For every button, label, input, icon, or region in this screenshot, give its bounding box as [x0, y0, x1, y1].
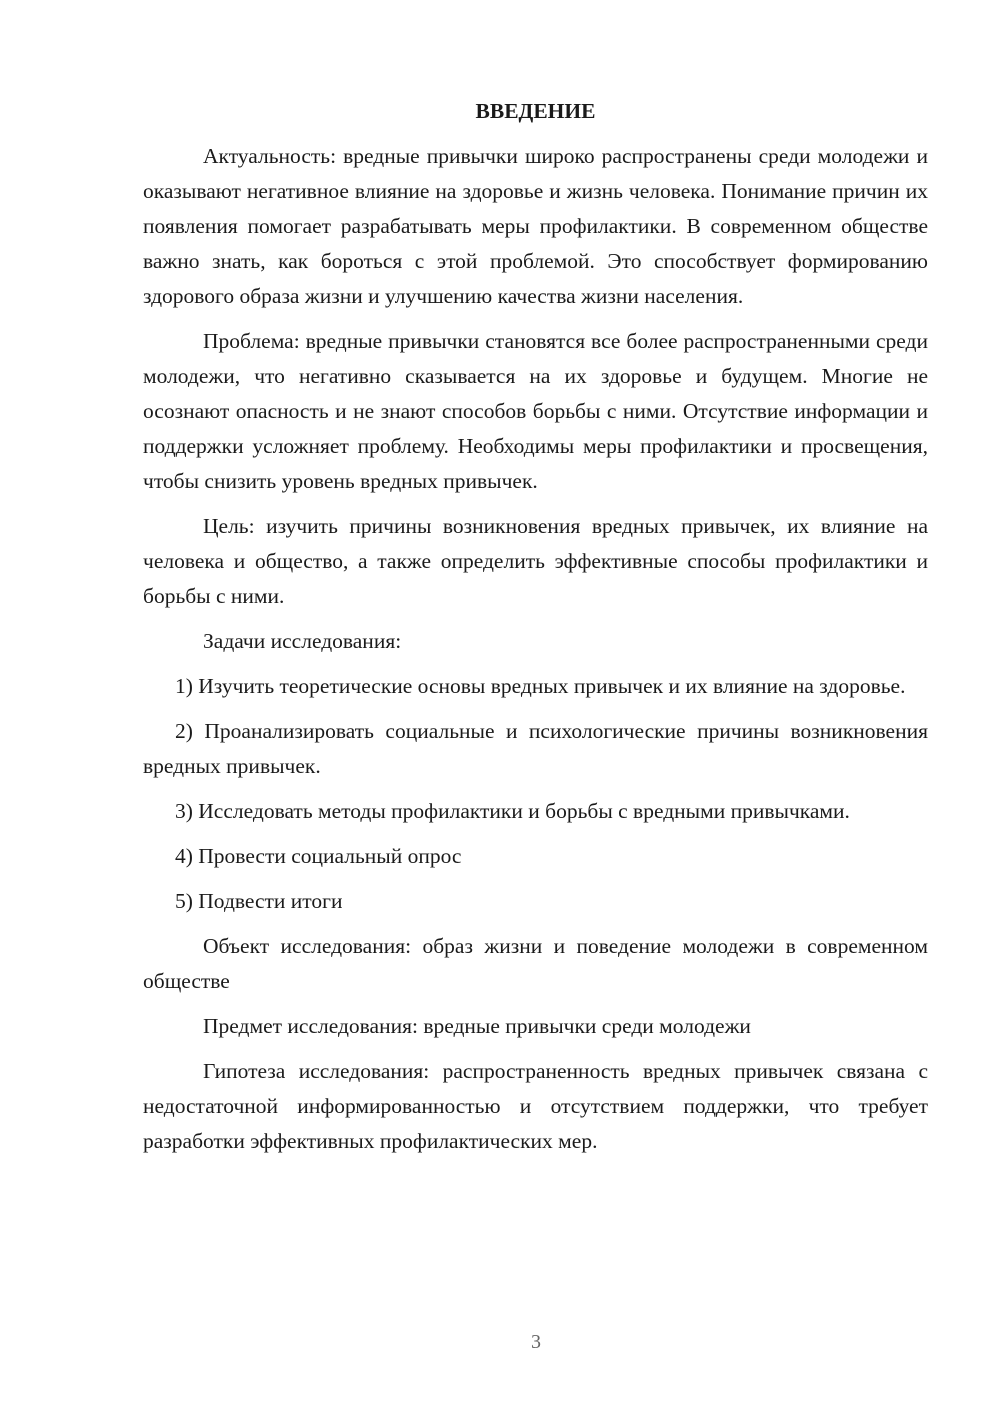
tasks-heading: Задачи исследования: [203, 629, 402, 653]
task-item: 2) Проанализировать социальные и психологические причины возникновения вредных привычек. [143, 719, 928, 778]
task-item: 3) Исследовать методы профилактики и борьбы с вредными привычками. [175, 799, 850, 823]
page-number: 3 [531, 1331, 541, 1353]
subject-paragraph: Предмет исследования: вредные привычки среди молодежи [203, 1014, 751, 1038]
problem-paragraph: Проблема: вредные привычки становятся все более распространенными среди молодежи, что негативно сказывается на их здоровье и будущем. Многие не осознают опасность и не знают способов борьбы с ними. Отсутствие информации и поддержки усложняет проблему. Необходимы меры профилактики и просвещения, чтобы снизить уровень вредных привычек. [143, 329, 928, 493]
hypothesis-paragraph: Гипотеза исследования: распространенность вредных привычек связана с недостаточной информированностью и отсутствием поддержки, что требует разработки эффективных профилактических мер. [143, 1059, 928, 1153]
document-page [143, 96, 928, 1159]
task-item: 4) Провести социальный опрос [175, 844, 462, 868]
task-item: 1) Изучить теоретические основы вредных привычек и их влияние на здоровье. [175, 674, 906, 698]
goal-paragraph: Цель: изучить причины возникновения вредных привычек, их влияние на человека и общество, а также определить эффективные способы профилактики и борьбы с ними. [143, 514, 928, 608]
relevance-paragraph: Актуальность: вредные привычки широко распространены среди молодежи и оказывают негативное влияние на здоровье и жизнь человека. Понимание причин их появления помогает разрабатывать меры профилактики. В современном обществе важно знать, как бороться с этой проблемой. Это способствует формированию здорового образа жизни и улучшению качества жизни населения. [143, 144, 928, 308]
page-title: ВВЕДЕНИЕ [475, 99, 596, 123]
object-paragraph: Объект исследования: образ жизни и поведение молодежи в современном обществе [143, 934, 928, 993]
task-item: 5) Подвести итоги [175, 889, 343, 913]
